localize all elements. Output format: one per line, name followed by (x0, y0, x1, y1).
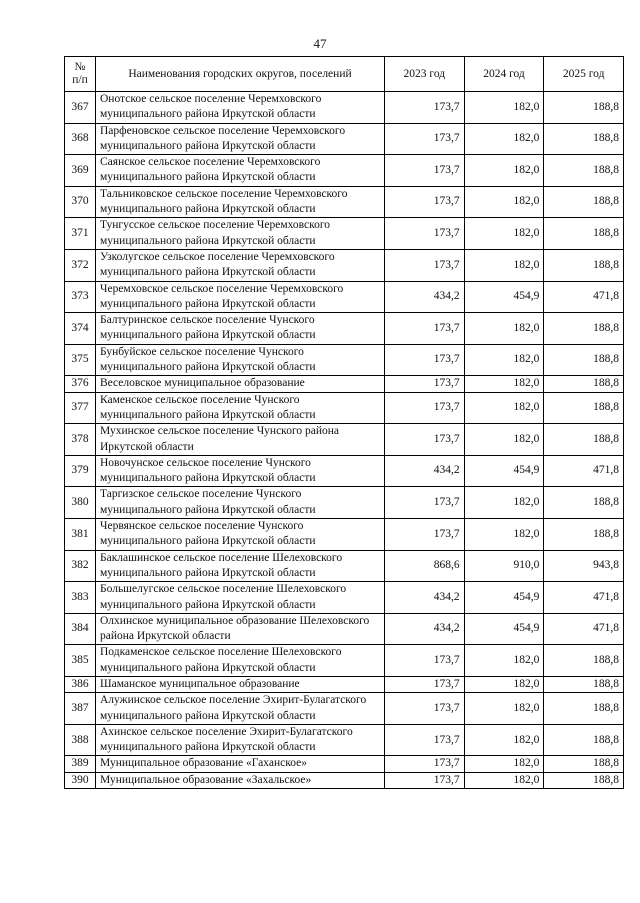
value-2023: 434,2 (385, 281, 465, 313)
row-number: 379 (65, 455, 96, 487)
settlement-name: Большелугское сельское поселение Шелеховского муниципального района Иркутской области (96, 582, 385, 614)
value-2024: 182,0 (464, 186, 544, 218)
value-2023: 173,7 (385, 693, 465, 725)
settlement-name: Узколугское сельское поселение Черемховского муниципального района Иркутской области (96, 249, 385, 281)
value-2025: 188,8 (544, 724, 624, 756)
value-2025: 188,8 (544, 693, 624, 725)
table-row (65, 693, 624, 725)
table-header (65, 57, 624, 92)
table-row (65, 455, 624, 487)
value-2023: 173,7 (385, 756, 465, 772)
table-row (65, 487, 624, 519)
value-2023: 173,7 (385, 92, 465, 124)
value-2025: 188,8 (544, 772, 624, 788)
table-row (65, 772, 624, 788)
value-2023: 173,7 (385, 676, 465, 692)
settlement-name: Балтуринское сельское поселение Чунского муниципального района Иркутской области (96, 313, 385, 345)
value-2025: 188,8 (544, 424, 624, 456)
settlement-name: Подкаменское сельское поселение Шелеховского муниципального района Иркутской области (96, 645, 385, 677)
table-row (65, 123, 624, 155)
value-2025: 188,8 (544, 92, 624, 124)
value-2025: 188,8 (544, 123, 624, 155)
table-row (65, 313, 624, 345)
value-2023: 173,7 (385, 249, 465, 281)
row-number: 375 (65, 344, 96, 376)
value-2024: 182,0 (464, 424, 544, 456)
table-row (65, 218, 624, 250)
header-number-abbrev: п/п (72, 74, 88, 86)
value-2024: 182,0 (464, 756, 544, 772)
value-2024: 454,9 (464, 281, 544, 313)
value-2025: 471,8 (544, 281, 624, 313)
value-2025: 471,8 (544, 455, 624, 487)
row-number: 384 (65, 613, 96, 645)
value-2024: 182,0 (464, 249, 544, 281)
row-number: 372 (65, 249, 96, 281)
row-number: 373 (65, 281, 96, 313)
table-row (65, 519, 624, 551)
table-row (65, 613, 624, 645)
value-2025: 188,8 (544, 313, 624, 345)
value-2023: 173,7 (385, 186, 465, 218)
settlement-name: Каменское сельское поселение Чунского муниципального района Иркутской области (96, 392, 385, 424)
value-2024: 182,0 (464, 392, 544, 424)
value-2024: 182,0 (464, 645, 544, 677)
row-number: 383 (65, 582, 96, 614)
table-row (65, 155, 624, 187)
page-number: 47 (313, 36, 327, 51)
settlement-name: Таргизское сельское поселение Чунского муниципального района Иркутской области (96, 487, 385, 519)
settlement-name: Шаманское муниципальное образование (96, 676, 385, 692)
value-2023: 434,2 (385, 582, 465, 614)
settlement-name: Алужинское сельское поселение Эхирит-Булагатского муниципального района Иркутской области (96, 693, 385, 725)
value-2023: 173,7 (385, 645, 465, 677)
value-2023: 173,7 (385, 155, 465, 187)
table-row (65, 249, 624, 281)
row-number: 388 (65, 724, 96, 756)
value-2025: 943,8 (544, 550, 624, 582)
value-2024: 182,0 (464, 344, 544, 376)
value-2023: 173,7 (385, 376, 465, 392)
row-number: 371 (65, 218, 96, 250)
header-row (65, 57, 624, 92)
value-2023: 173,7 (385, 313, 465, 345)
row-number: 374 (65, 313, 96, 345)
value-2024: 182,0 (464, 376, 544, 392)
table-row (65, 92, 624, 124)
value-2024: 182,0 (464, 487, 544, 519)
row-number: 368 (65, 123, 96, 155)
settlement-name: Парфеновское сельское поселение Черемховского муниципального района Иркутской области (96, 123, 385, 155)
value-2024: 182,0 (464, 693, 544, 725)
row-number: 390 (65, 772, 96, 788)
value-2024: 182,0 (464, 519, 544, 551)
row-number: 387 (65, 693, 96, 725)
row-number: 386 (65, 676, 96, 692)
value-2024: 454,9 (464, 613, 544, 645)
header-number (65, 57, 96, 92)
value-2023: 173,7 (385, 772, 465, 788)
settlement-name: Веселовское муниципальное образование (96, 376, 385, 392)
value-2025: 471,8 (544, 613, 624, 645)
table-row (65, 645, 624, 677)
table-row (65, 186, 624, 218)
table-row (65, 582, 624, 614)
value-2025: 188,8 (544, 676, 624, 692)
value-2025: 471,8 (544, 582, 624, 614)
table-row (65, 724, 624, 756)
value-2023: 434,2 (385, 455, 465, 487)
value-2025: 188,8 (544, 519, 624, 551)
row-number: 382 (65, 550, 96, 582)
settlement-name: Ахинское сельское поселение Эхирит-Булагатского муниципального района Иркутской области (96, 724, 385, 756)
value-2024: 182,0 (464, 218, 544, 250)
settlement-name: Баклашинское сельское поселение Шелеховского муниципального района Иркутской области (96, 550, 385, 582)
settlement-name: Бунбуйское сельское поселение Чунского муниципального района Иркутской области (96, 344, 385, 376)
value-2024: 182,0 (464, 92, 544, 124)
header-name: Наименования городских округов, поселений (96, 57, 385, 92)
value-2023: 173,7 (385, 392, 465, 424)
settlement-name: Мухинское сельское поселение Чунского района Иркутской области (96, 424, 385, 456)
row-number: 389 (65, 756, 96, 772)
header-2024: 2024 год (464, 57, 544, 92)
value-2023: 173,7 (385, 424, 465, 456)
table-row (65, 550, 624, 582)
value-2025: 188,8 (544, 218, 624, 250)
value-2025: 188,8 (544, 249, 624, 281)
settlement-name: Тунгусское сельское поселение Черемховского муниципального района Иркутской области (96, 218, 385, 250)
value-2023: 173,7 (385, 344, 465, 376)
value-2025: 188,8 (544, 186, 624, 218)
value-2023: 173,7 (385, 218, 465, 250)
row-number: 367 (65, 92, 96, 124)
settlement-name: Олхинское муниципальное образование Шелеховского района Иркутской области (96, 613, 385, 645)
value-2025: 188,8 (544, 645, 624, 677)
table-row (65, 676, 624, 692)
value-2024: 182,0 (464, 676, 544, 692)
table-row (65, 756, 624, 772)
settlement-name: Онотское сельское поселение Черемховского муниципального района Иркутской области (96, 92, 385, 124)
settlement-name: Муниципальное образование «Захальское» (96, 772, 385, 788)
row-number: 378 (65, 424, 96, 456)
table-row (65, 376, 624, 392)
value-2024: 910,0 (464, 550, 544, 582)
value-2025: 188,8 (544, 392, 624, 424)
settlement-name: Муниципальное образование «Гаханское» (96, 756, 385, 772)
value-2023: 173,7 (385, 519, 465, 551)
row-number: 380 (65, 487, 96, 519)
row-number: 377 (65, 392, 96, 424)
settlement-name: Тальниковское сельское поселение Черемховского муниципального района Иркутской области (96, 186, 385, 218)
settlement-name: Червянское сельское поселение Чунского муниципального района Иркутской области (96, 519, 385, 551)
header-2023: 2023 год (385, 57, 465, 92)
value-2024: 182,0 (464, 123, 544, 155)
settlement-name: Новочунское сельское поселение Чунского муниципального района Иркутской области (96, 455, 385, 487)
row-number: 376 (65, 376, 96, 392)
value-2025: 188,8 (544, 487, 624, 519)
settlement-name: Саянское сельское поселение Черемховского муниципального района Иркутской области (96, 155, 385, 187)
row-number: 385 (65, 645, 96, 677)
header-number-symbol: № (74, 61, 86, 73)
table-row (65, 281, 624, 313)
table-row (65, 392, 624, 424)
allocation-table (64, 56, 624, 789)
value-2023: 173,7 (385, 724, 465, 756)
table-body (65, 92, 624, 789)
value-2023: 868,6 (385, 550, 465, 582)
row-number: 370 (65, 186, 96, 218)
value-2024: 454,9 (464, 455, 544, 487)
settlement-name: Черемховское сельское поселение Черемховского муниципального района Иркутской области (96, 281, 385, 313)
value-2025: 188,8 (544, 344, 624, 376)
value-2024: 454,9 (464, 582, 544, 614)
value-2023: 434,2 (385, 613, 465, 645)
row-number: 369 (65, 155, 96, 187)
value-2023: 173,7 (385, 487, 465, 519)
table-row (65, 424, 624, 456)
value-2024: 182,0 (464, 313, 544, 345)
value-2025: 188,8 (544, 155, 624, 187)
value-2025: 188,8 (544, 376, 624, 392)
value-2023: 173,7 (385, 123, 465, 155)
value-2024: 182,0 (464, 724, 544, 756)
row-number: 381 (65, 519, 96, 551)
value-2025: 188,8 (544, 756, 624, 772)
value-2024: 182,0 (464, 772, 544, 788)
table-row (65, 344, 624, 376)
header-2025: 2025 год (544, 57, 624, 92)
value-2024: 182,0 (464, 155, 544, 187)
